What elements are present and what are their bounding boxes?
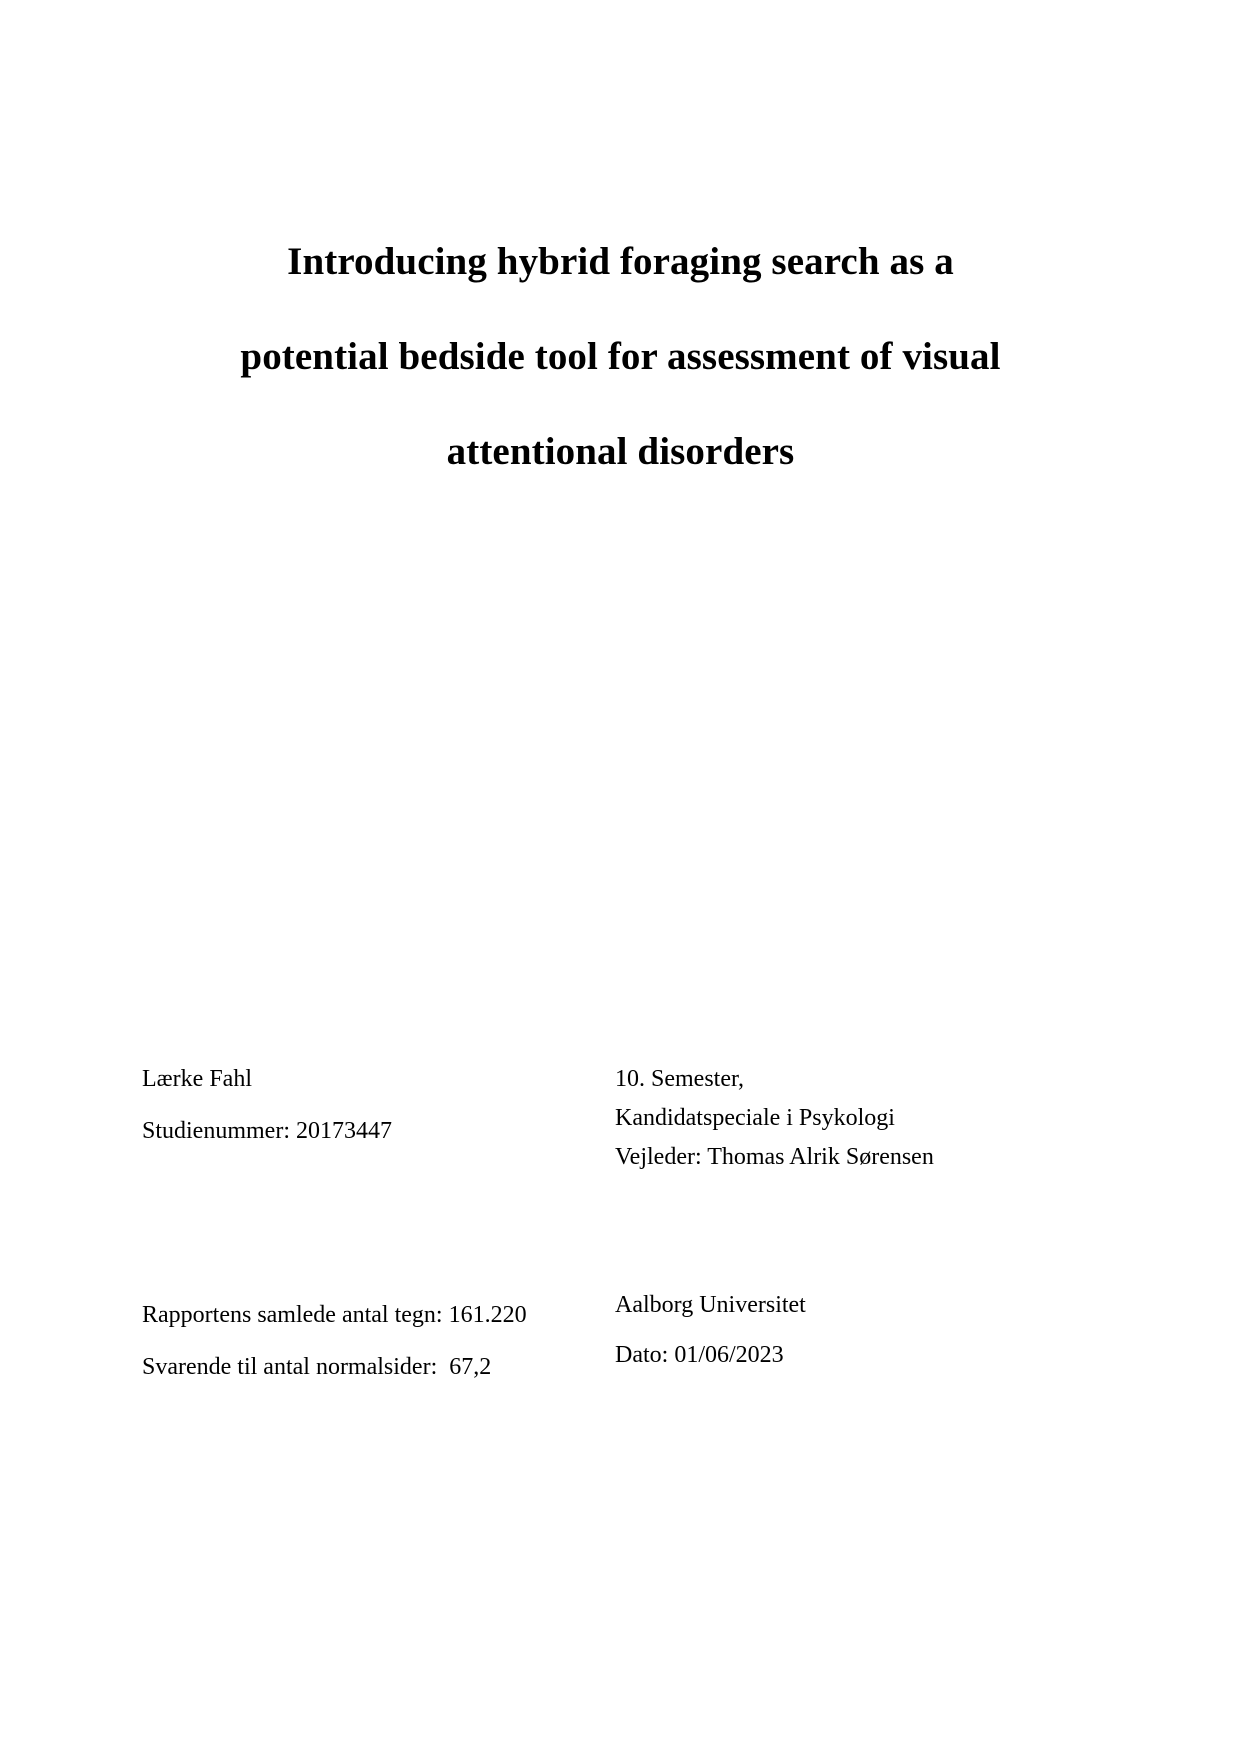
title-line-3: attentional disorders bbox=[446, 430, 795, 473]
institution-block bbox=[615, 1290, 1115, 1370]
submission-date: Dato: 01/06/2023 bbox=[615, 1342, 784, 1368]
page-title bbox=[0, 214, 1241, 499]
student-number: Studienummer: 20173447 bbox=[142, 1118, 392, 1144]
title-page-metadata bbox=[0, 1064, 1241, 1380]
university-name: Aalborg Universitet bbox=[615, 1292, 806, 1318]
character-count: Rapportens samlede antal tegn: 161.220 bbox=[142, 1302, 527, 1328]
programme-block bbox=[615, 1064, 1115, 1172]
supervisor: Vejleder: Thomas Alrik Sørensen bbox=[615, 1144, 934, 1170]
title-line-1: Introducing hybrid foraging search as a bbox=[287, 240, 954, 283]
author-name: Lærke Fahl bbox=[142, 1066, 252, 1092]
title-line-2: potential bedside tool for assessment of visual bbox=[240, 335, 1001, 378]
programme-name: Kandidatspeciale i Psykologi bbox=[615, 1105, 895, 1131]
report-length-block bbox=[142, 1300, 612, 1382]
author-block bbox=[142, 1064, 612, 1146]
normal-pages-count: Svarende til antal normalsider: 67,2 bbox=[142, 1354, 492, 1380]
semester: 10. Semester, bbox=[615, 1066, 745, 1092]
